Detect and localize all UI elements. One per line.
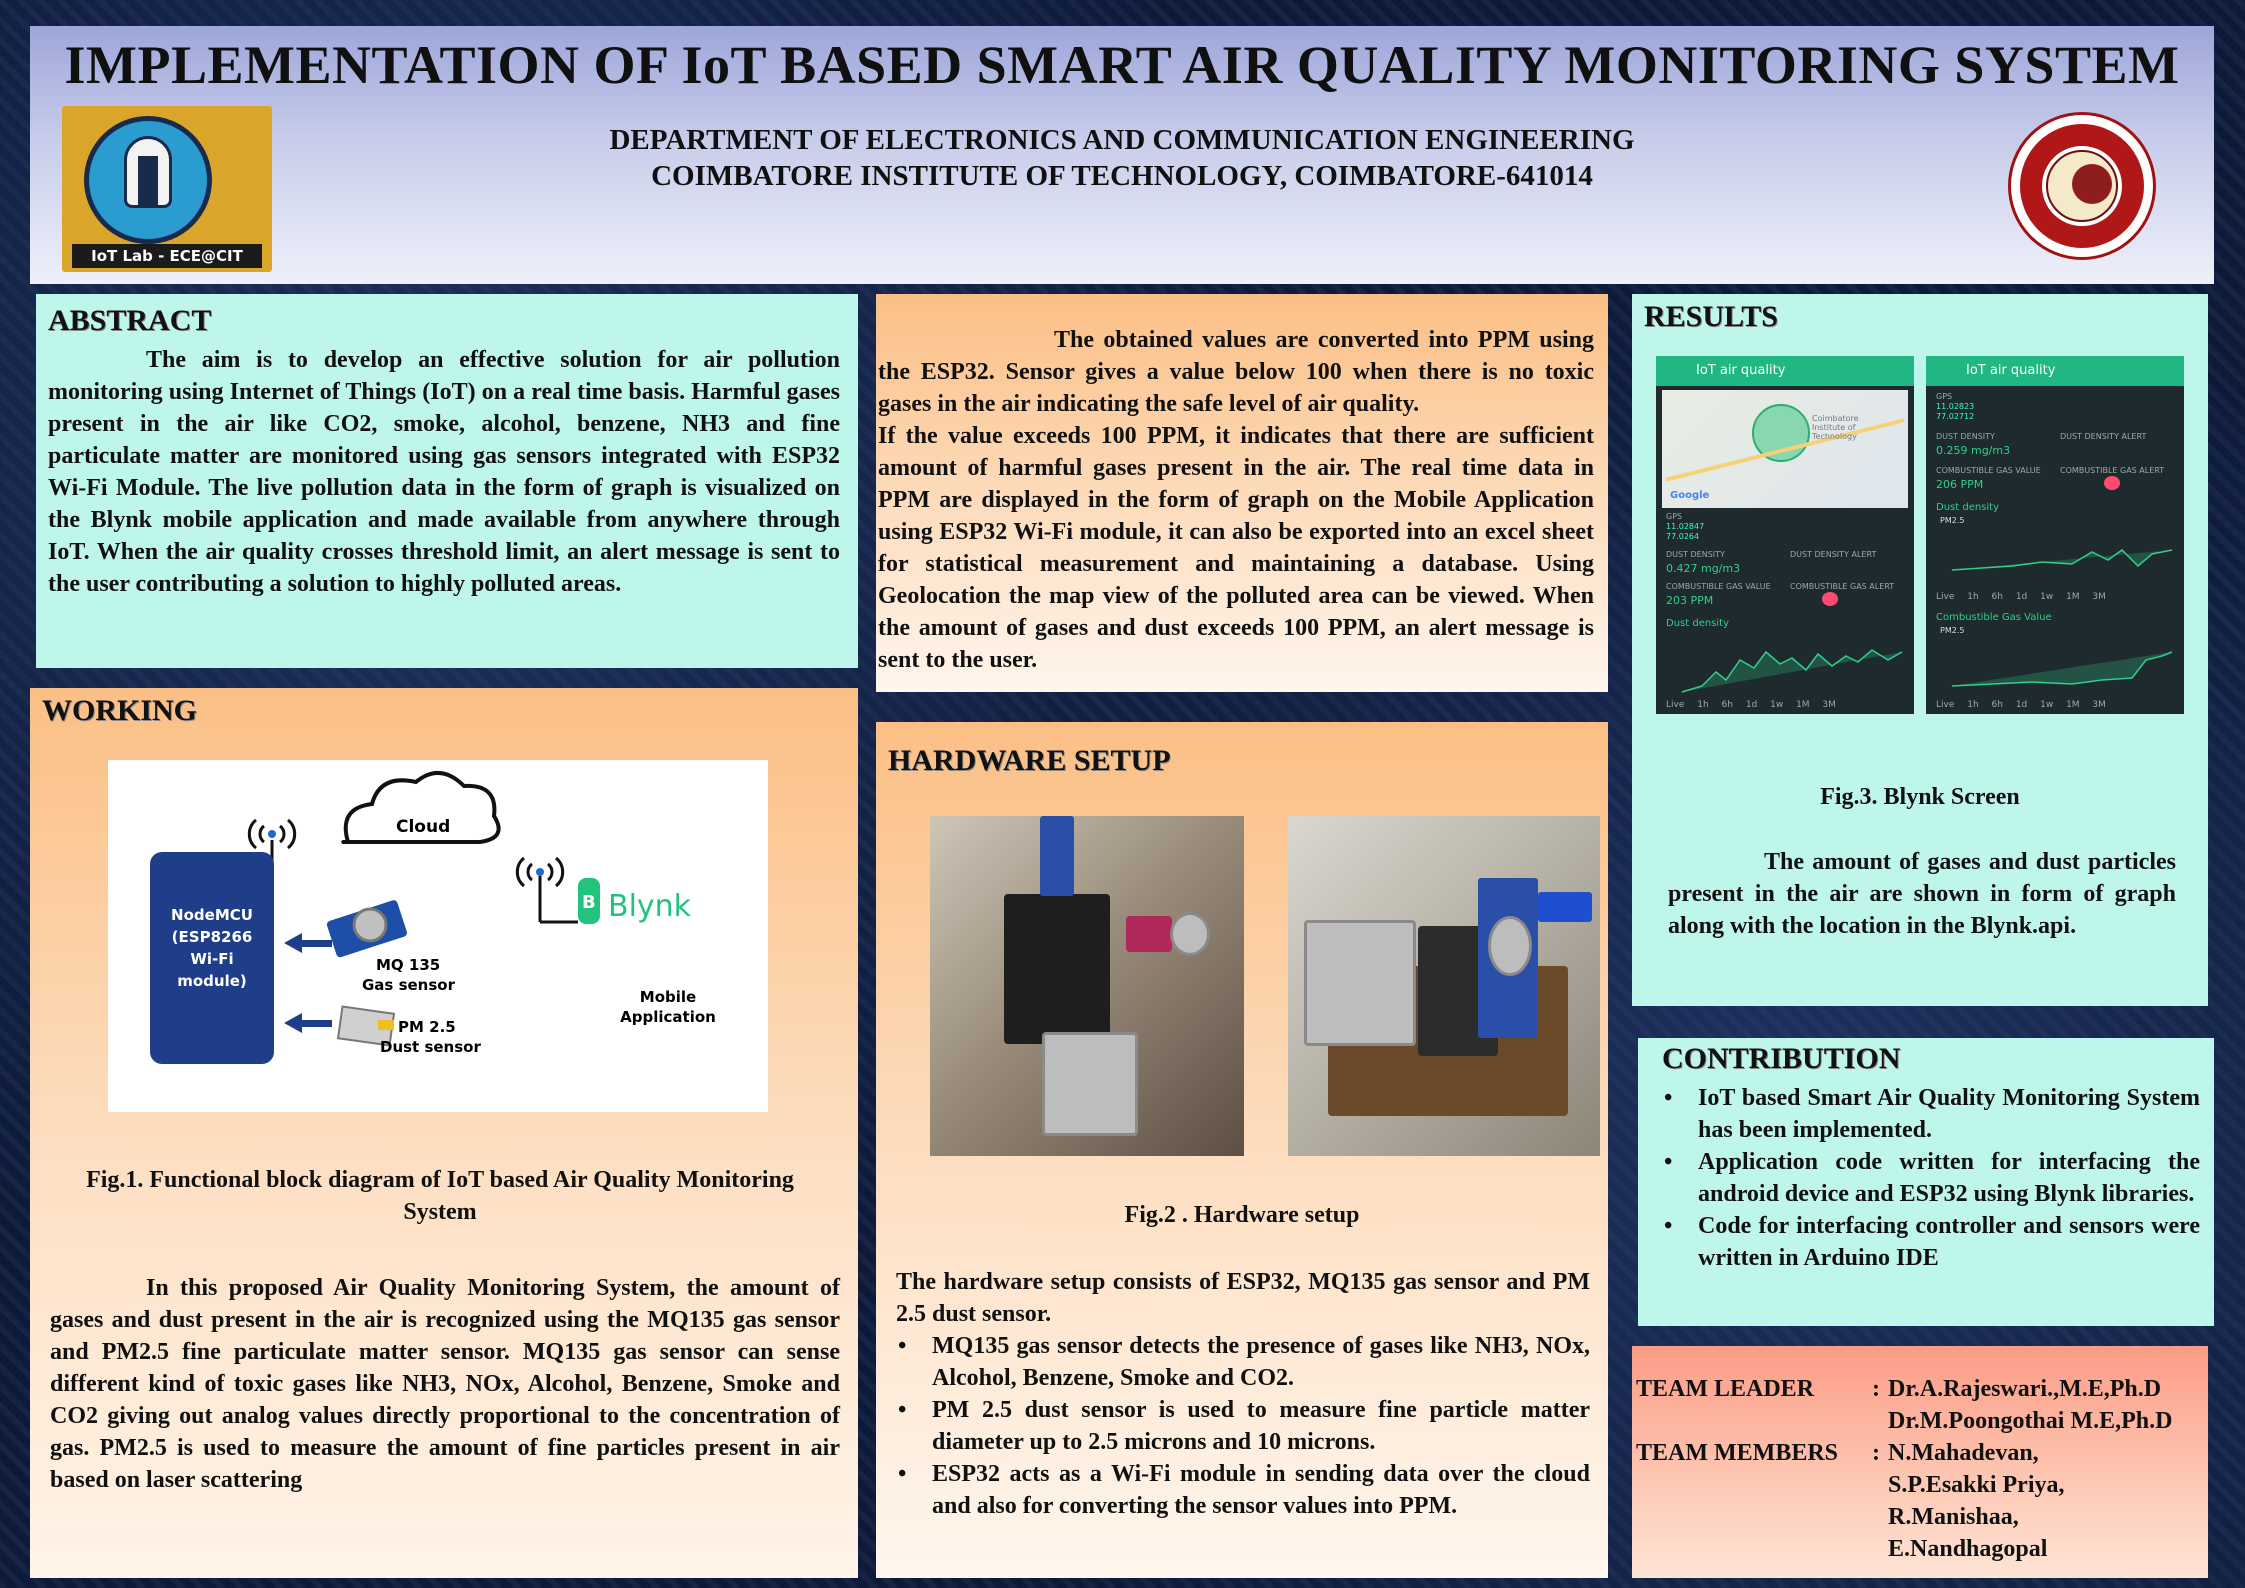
svg-text:B: B	[582, 892, 596, 913]
blynk-label: Blynk	[608, 889, 692, 924]
team-member-name: N.Mahadevan,	[1888, 1440, 2039, 1466]
results-heading: RESULTS	[1644, 300, 1778, 333]
results-section	[1632, 294, 2208, 1006]
iot-lab-label: IoT Lab - ECE@CIT	[72, 244, 262, 268]
alert-led-icon	[2104, 476, 2120, 490]
list-item: • MQ135 gas sensor detects the presence of gases like NH3, NOx, Alcohol, Benzene, Smoke and CO2.	[896, 1330, 1590, 1394]
mq135-label: MQ 135	[376, 956, 441, 974]
team-member-name: E.Nandhagopal	[1888, 1536, 2048, 1562]
working-heading: WORKING	[42, 694, 198, 727]
poster-header	[30, 26, 2214, 284]
app-title: IoT air quality	[1656, 356, 1914, 386]
list-item: • Application code written for interfacing the android device and ESP32 using Blynk libraries.	[1662, 1146, 2200, 1210]
gas-value: 206 PPM	[1936, 478, 1984, 491]
gas-value-graph	[1932, 630, 2178, 700]
blynk-screenshot-2: IoT air quality GPS 11.02823 77.02712 DUST DENSITY 0.259 mg/m3 DUST DENSITY ALERT COMBUSTIBLE GAS VALUE 206 PPM COMBUSTIBLE GAS ALERT Dust density PM2.5 Live 1h 6h 1d 1w 1M 3M Combustible Gas Value PM2.5 Live 1h 6h 1d 1w 1M 3M	[1926, 356, 2184, 714]
hardware-heading: HARDWARE SETUP	[888, 744, 1171, 777]
hardware-section	[876, 722, 1608, 1578]
mq135-sublabel: Gas sensor	[362, 976, 455, 994]
contribution-bullet-list	[1662, 1082, 2200, 1274]
mq135-sensor-icon	[326, 899, 408, 958]
cloud-label: Cloud	[396, 817, 451, 837]
mobile-label: Mobile	[639, 988, 697, 1006]
team-leader-name: Dr.A.Rajeswari.,M.E,Ph.D	[1888, 1376, 2162, 1402]
mobile-sublabel: Application	[620, 1008, 716, 1026]
list-item: • PM 2.5 dust sensor is used to measure fine particle matter diameter up to 2.5 microns and 10 microns.	[896, 1394, 1590, 1458]
ppm-paragraph-1: The obtained values are converted into PPM using the ESP32. Sensor gives a value below 100 when there is no toxic gases in the air indicating the safe level of air quality.	[878, 327, 1594, 417]
dust-density-graph	[1932, 520, 2178, 590]
team-leader-row: TEAM LEADER : Dr.A.Rajeswari.,M.E,Ph.D	[1636, 1376, 2162, 1402]
alert-led-icon	[1822, 592, 1838, 606]
nodemcu-line2: (ESP8266	[171, 928, 253, 946]
team-member-name: S.P.Esakki Priya,	[1888, 1472, 2065, 1498]
ppm-explanation-section	[876, 294, 1608, 692]
team-leader-name: Dr.M.Poongothai M.E,Ph.D	[1888, 1408, 2173, 1434]
block-diagram	[108, 760, 768, 1112]
team-member-name: R.Manishaa,	[1888, 1504, 2019, 1530]
list-item: • ESP32 acts as a Wi-Fi module in sending data over the cloud and also for converting the sensor values into PPM.	[896, 1458, 1590, 1522]
list-item: • IoT based Smart Air Quality Monitoring System has been implemented.	[1662, 1082, 2200, 1146]
abstract-heading: ABSTRACT	[48, 304, 212, 337]
dust-density-graph	[1662, 632, 1908, 702]
antenna-icon	[517, 858, 578, 922]
team-members-label: TEAM MEMBERS	[1636, 1440, 1839, 1466]
hardware-photo-2	[1288, 816, 1600, 1156]
hardware-bullet-list	[896, 1330, 1590, 1522]
map-view	[1662, 390, 1908, 508]
pm25-sublabel: Dust sensor	[380, 1038, 481, 1056]
google-logo: Google	[1670, 490, 1710, 501]
cit-seal-logo	[1998, 112, 2166, 262]
arrow-icon	[284, 933, 332, 1033]
nodemcu-line3: Wi-Fi	[190, 950, 234, 968]
gas-value: 203 PPM	[1666, 594, 1714, 607]
dust-density-value: 0.259 mg/m3	[1936, 444, 2011, 457]
results-text: The amount of gases and dust particles present in the air are shown in form of graph along with the location in the Blynk.api.	[1668, 849, 2176, 939]
working-text: In this proposed Air Quality Monitoring System, the amount of gases and dust present in the air is recognized using the MQ135 gas sensor and PM2.5 fine particulate matter sensor. MQ135 gas sensor can sense different kind of toxic gases like NH3, NOx, Alcohol, Benzene, Smoke and CO2 giving out analog values directly proportional to the concentration of gas. PM2.5 is used to measure the amount of fine particles present in air based on laser scattering	[50, 1275, 840, 1493]
figure-2-caption: Fig.2 . Hardware setup	[1124, 1202, 1360, 1228]
pm25-label: PM 2.5	[398, 1018, 456, 1036]
app-title: IoT air quality	[1926, 356, 2184, 386]
nodemcu-line1: NodeMCU	[171, 906, 253, 924]
ppm-paragraph-2: If the value exceeds 100 PPM, it indicates that there are sufficient amount of harmful gases present in the air. The real time data in PPM are displayed in the form of graph on the Mobile Application using ESP32 Wi-Fi module, it can also be exported into an excel sheet for statistical measurement and maintaining a database. Using Geolocation the map view of the polluted area can be viewed. When the amount of gases and dust exceeds 100 PPM, an alert message is sent to the user.	[878, 423, 1594, 673]
map-place-label: Coimbatore Institute of Technology	[1812, 414, 1859, 441]
team-section	[1632, 1346, 2208, 1578]
department-name: DEPARTMENT OF ELECTRONICS AND COMMUNICATION ENGINEERING	[609, 124, 1635, 156]
nodemcu-line4: module)	[177, 972, 247, 990]
dust-density-value: 0.427 mg/m3	[1666, 562, 1741, 575]
figure-3-caption: Fig.3. Blynk Screen	[1820, 784, 2020, 810]
hardware-text	[896, 1266, 1590, 1522]
blynk-screenshot-1: IoT air quality Coimbatore Institute of Technology Google GPS 11.02847 77.0264 DUST DENSITY 0.427 mg/m3 DUST DENSITY ALERT COMBUSTIBLE GAS VALUE 203 PPM COMBUSTIBLE GAS ALERT Dust density Live 1h 6h 1d 1w 1M 3M	[1656, 356, 1914, 714]
abstract-section	[36, 294, 858, 668]
abstract-text: The aim is to develop an effective solution for air pollution monitoring using Internet of Things (IoT) on a real time basis. Harmful gases present in the air like CO2, smoke, alcohol, benzene, NH3 and fine particulate matter are monitored using gas sensors integrated with ESP32 Wi-Fi Module. The live pollution data in the form of graph is visualized on the Blynk mobile application and made available from anywhere through IoT. When the air quality crosses threshold limit, an alert message is sent to the user contributing a solution to highly polluted areas.	[48, 347, 840, 597]
hardware-photo-1	[930, 816, 1244, 1156]
team-leader-label: TEAM LEADER	[1636, 1376, 1815, 1402]
institute-name: COIMBATORE INSTITUTE OF TECHNOLOGY, COIMBATORE-641014	[651, 160, 1593, 192]
working-section	[30, 688, 858, 1578]
contribution-heading: CONTRIBUTION	[1662, 1042, 1901, 1075]
figure-1-caption: Fig.1. Functional block diagram of IoT based Air Quality Monitoring System	[86, 1167, 794, 1225]
poster-title: IMPLEMENTATION OF IoT BASED SMART AIR QUALITY MONITORING SYSTEM	[64, 35, 2180, 95]
hardware-intro: The hardware setup consists of ESP32, MQ135 gas sensor and PM 2.5 dust sensor.	[896, 1269, 1590, 1327]
list-item: • Code for interfacing controller and sensors were written in Arduino IDE	[1662, 1210, 2200, 1274]
contribution-section	[1638, 1038, 2214, 1326]
team-members-row: TEAM MEMBERS : N.Mahadevan,	[1636, 1440, 2039, 1466]
